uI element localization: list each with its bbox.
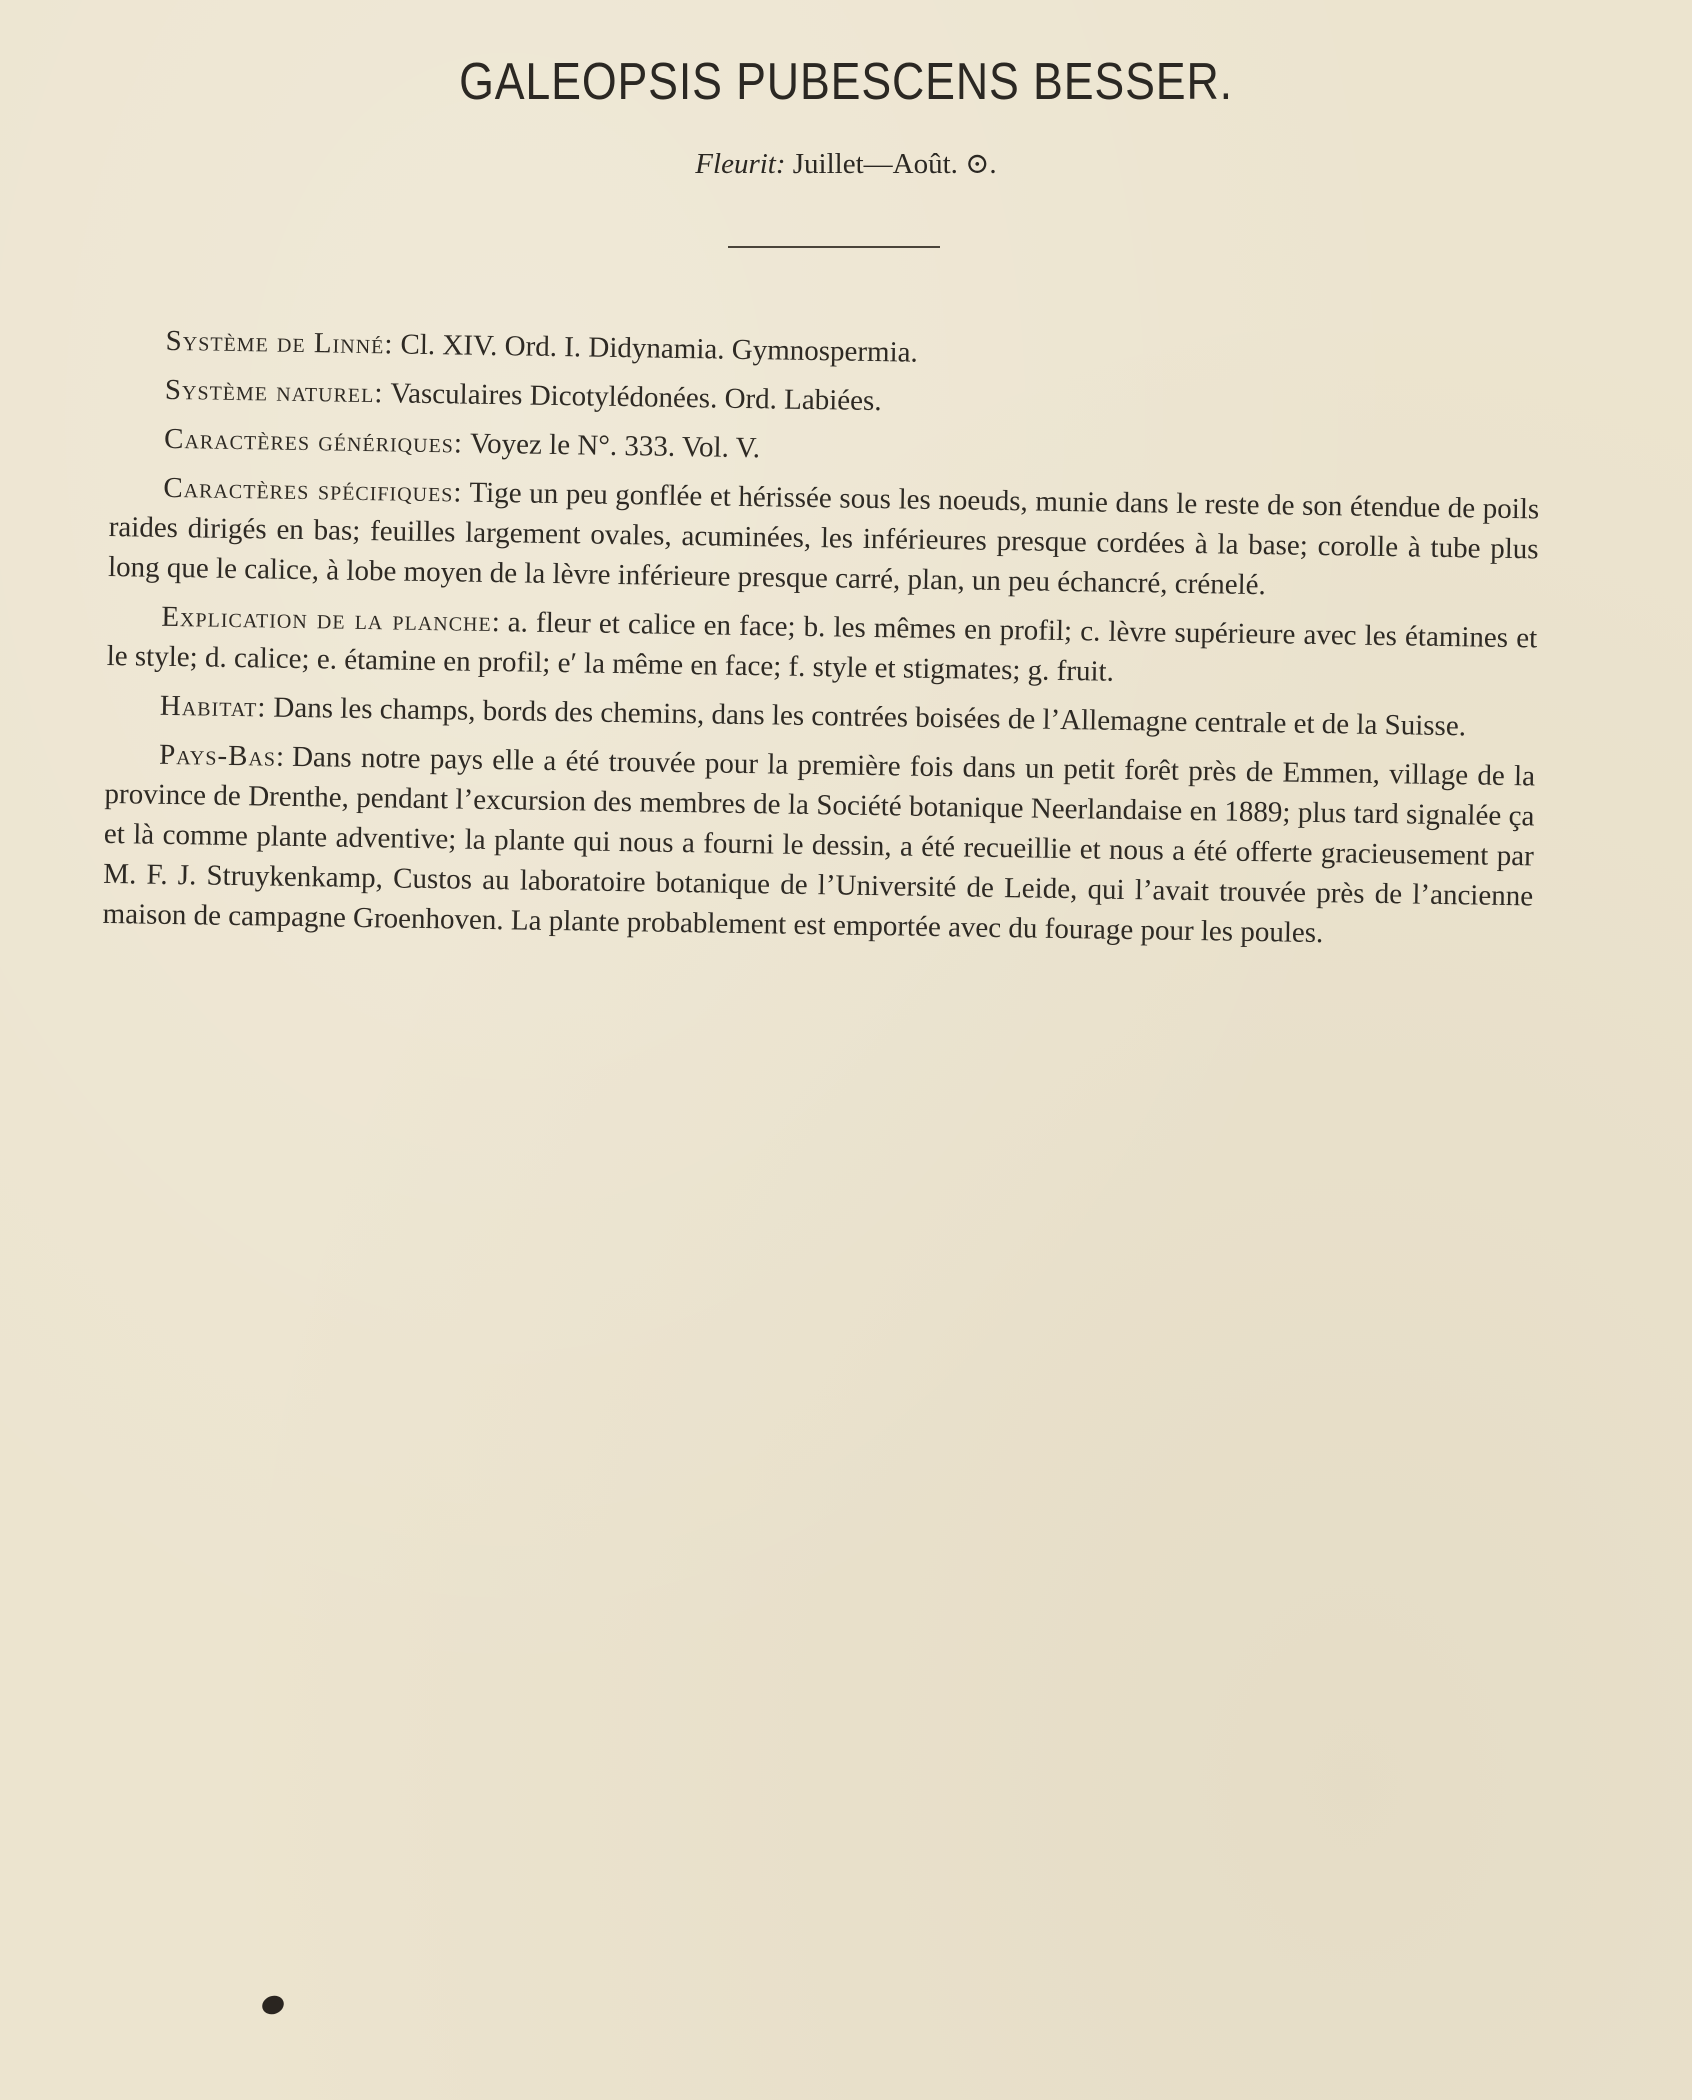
title-divider xyxy=(728,246,940,248)
entry-generic-characters: Caractères génériques: Voyez le N°. 333. Vol. V. xyxy=(163,422,761,465)
entry-label: Pays-Bas xyxy=(158,738,277,773)
flowering-value: Juillet—Août. ⊙. xyxy=(792,148,997,180)
flowering-line xyxy=(0,146,1692,181)
entry-text: Voyez le N°. 333. Vol. V. xyxy=(469,427,761,465)
entry-text: Tige un peu gonflée et hérissée sous les noeuds, munie dans le reste de son étendue de poils raides dirigés en bas; feuilles largement ovales, acuminées, les inférieures presque cordées à la base; corolle à tube plus long que le calice, à lobe moyen de la lèvre inférieure presque carré, plan, un peu échancré, crénelé. xyxy=(107,476,1540,602)
entry-linnaeus-system: Système de Linné: Cl. XIV. Ord. I. Didynamia. Gymnospermia. xyxy=(165,324,919,369)
entry-text: Vasculaires Dicotylédonées. Ord. Labiées. xyxy=(390,377,882,418)
entry-plate-explanation: Explication de la planche: a. fleur et calice en face; b. les mêmes en profil; c. lèvre supérieure avec les étamines et le style; d. calice; e. étamine en profil; e′ la même en face; f. style et stigmates; g. fruit. xyxy=(106,600,1538,688)
flowering-label: Fleurit: xyxy=(695,148,786,180)
entry-natural-system: Système naturel: Vasculaires Dicotylédonées. Ord. Labiées. xyxy=(164,373,882,418)
entry-label: Habitat xyxy=(159,689,258,724)
entry-text: Dans les champs, bords des chemins, dans les contrées boisées de l’Allemagne centrale et de la Suisse. xyxy=(273,691,1467,743)
entry-label: Caractères génériques xyxy=(163,422,455,460)
description-entries xyxy=(102,320,1542,965)
entry-netherlands: Pays-Bas: Dans notre pays elle a été trouvée pour la première fois dans un petit forêt près de Emmen, village de la province de Drenthe, pendant l’excursion des membres de la Société botanique Neerlandaise en 1889; plus tard signalée ça et là comme plante adventive; la plante qui nous a fourni le dessin, a été recueillie et nous a été offerte gracieusement par M. F. J. Struykenkamp, Custos au laboratoire botanique de l’Université de Leide, qui l’avait trouvée près de l’ancienne maison de campagne Groenhoven. La plante probablement est emportée avec du fourage pour les poules. xyxy=(102,738,1536,950)
entry-habitat: Habitat: Dans les champs, bords des chemins, dans les contrées boisées de l’Allemagne centrale et de la Suisse. xyxy=(159,689,1467,743)
entry-label: Caractères spécifiques xyxy=(163,471,454,509)
entry-text: a. fleur et calice en face; b. les mêmes en profil; c. lèvre supérieure avec les étamines et le style; d. calice; e. étamine en profil; e′ la même en face; f. style et stigmates; g. fruit. xyxy=(106,606,1538,688)
page-title: GALEOPSIS PUBESCENS BESSER. xyxy=(459,53,1233,111)
entry-label: Système de Linné xyxy=(165,324,385,361)
ink-spot xyxy=(260,1993,287,2017)
entry-label: Explication de la planche xyxy=(161,600,492,638)
entry-specific-characters: Caractères spécifiques: Tige un peu gonflée et hérissée sous les noeuds, munie dans le reste de son étendue de poils raides dirigés en bas; feuilles largement ovales, acuminées, les inférieures presque cordées à la base; corolle à tube plus long que le calice, à lobe moyen de la lèvre inférieure presque carré, plan, un peu échancré, crénelé. xyxy=(107,471,1540,602)
entry-text: Cl. XIV. Ord. I. Didynamia. Gymnospermia. xyxy=(400,328,919,369)
entry-text: Dans notre pays elle a été trouvée pour la première fois dans un petit forêt près de Emmen, village de la province de Drenthe, pendant l’excursion des membres de la Société botanique Neerlandaise en 1889; plus tard signalée ça et là comme plante adventive; la plante qui nous a fourni le dessin, a été recueillie et nous a été offerte gracieusement par M. F. J. Struykenkamp, Custos au laboratoire botanique de l’Université de Leide, qui l’avait trouvée près de l’ancienne maison de campagne Groenhoven. La plante probablement est emportée avec du fourage pour les poules. xyxy=(102,740,1536,950)
entry-label: Système naturel xyxy=(164,373,375,410)
